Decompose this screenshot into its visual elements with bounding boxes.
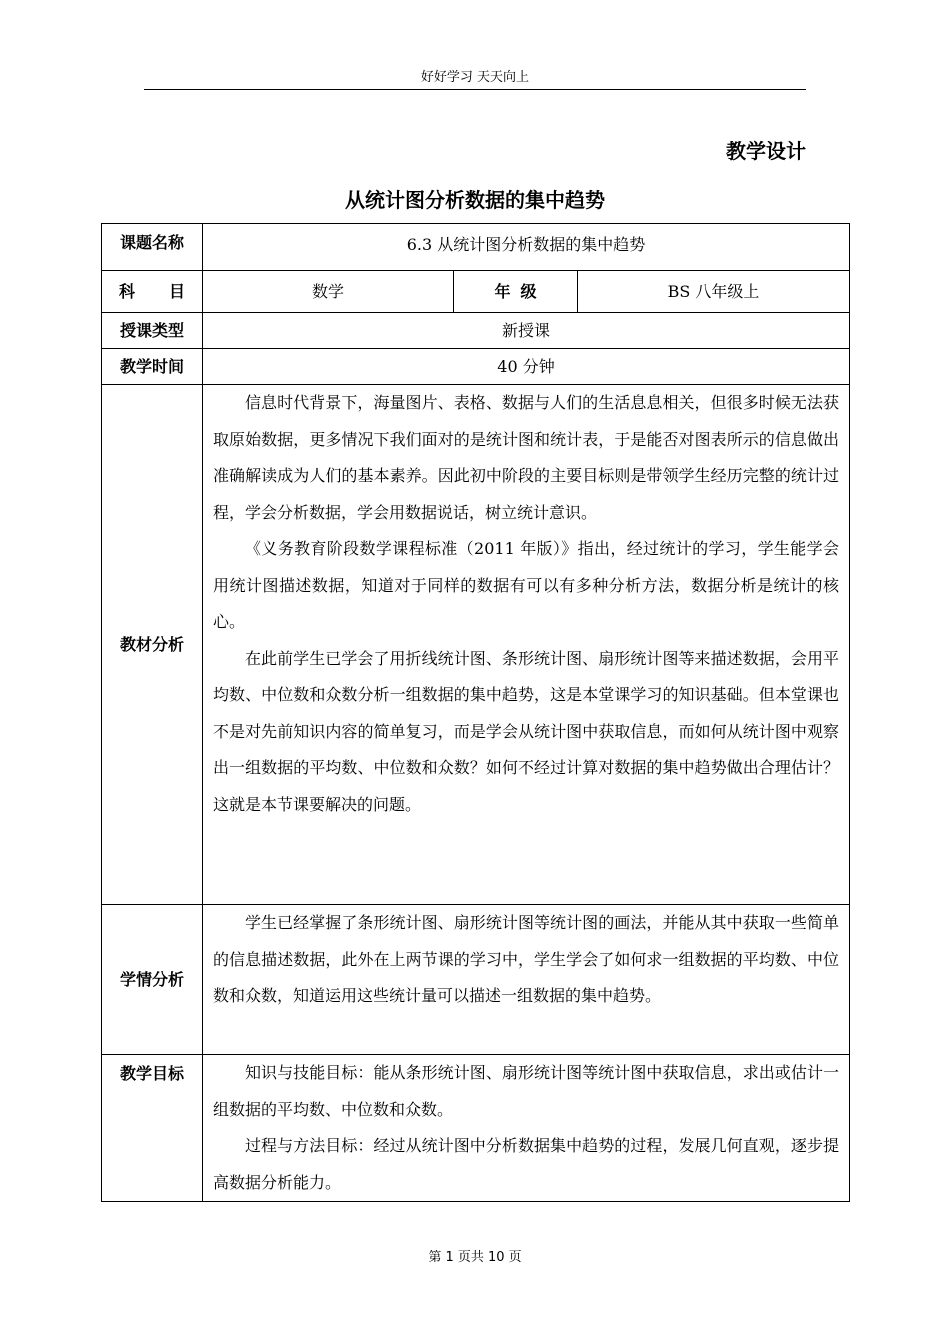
page-header: 好好学习 天天向上 — [420, 70, 530, 85]
value-duration: 40 分钟 — [203, 349, 850, 385]
row-objectives — [102, 1055, 850, 1202]
row-subject-grade — [102, 271, 850, 313]
label-student-analysis: 学情分析 — [102, 905, 203, 1055]
value-subject: 数学 — [203, 271, 454, 313]
material-paragraph: 《义务教育阶段数学课程标准（2011 年版）》指出，经过统计的学习，学生能学会用统计图描述数据，知道对于同样的数据有可以有多种分析方法，数据分析是统计的核心。 — [213, 539, 840, 631]
label-grade: 年级 — [454, 271, 578, 313]
row-lesson-type — [102, 313, 850, 349]
objective-paragraph: 过程与方法目标：经过从统计图中分析数据集中趋势的过程，发展几何直观，逐步提高数据分析能力。 — [213, 1136, 840, 1192]
material-analysis-body — [203, 385, 850, 905]
row-material-analysis — [102, 385, 850, 905]
material-paragraph: 在此前学生已学会了用折线统计图、条形统计图、扇形统计图等来描述数据，会用平均数、中位数和众数分析一组数据的集中趋势，这是本堂课学习的知识基础。但本堂课也不是对先前知识内容的简单复习，而是学会从统计图中获取信息，而如何从统计图中观察出一组数据的平均数、中位数和众数？如何不经过计算对数据的集中趋势做出合理估计？这就是本节课要解决的问题。 — [213, 648, 840, 814]
label-subject: 科目 — [102, 271, 203, 313]
row-topic — [102, 224, 850, 271]
label-lesson-type: 授课类型 — [102, 313, 203, 349]
value-topic: 6.3 从统计图分析数据的集中趋势 — [203, 224, 850, 271]
document-title: 从统计图分析数据的集中趋势 — [345, 188, 605, 212]
lesson-plan-table — [101, 223, 850, 1202]
header-divider — [144, 89, 806, 90]
row-duration — [102, 349, 850, 385]
material-paragraph: 信息时代背景下，海量图片、表格、数据与人们的生活息息相关，但很多时候无法获取原始数据，更多情况下我们面对的是统计图和统计表，于是能否对图表所示的信息做出准确解读成为人们的基本素养。因此初中阶段的主要目标则是带领学生经历完整的统计过程，学会分析数据，学会用数据说话，树立统计意识。 — [213, 393, 840, 522]
value-grade: BS 八年级上 — [578, 271, 850, 313]
document-type-heading: 教学设计 — [726, 139, 806, 163]
student-paragraph: 学生已经掌握了条形统计图、扇形统计图等统计图的画法，并能从其中获取一些简单的信息描述数据，此外在上两节课的学习中，学生学会了如何求一组数据的平均数、中位数和众数，知道运用这些统计量可以描述一组数据的集中趋势。 — [213, 913, 840, 1005]
label-material-analysis: 教材分析 — [102, 385, 203, 905]
label-objectives: 教学目标 — [102, 1055, 203, 1202]
label-topic: 课题名称 — [102, 224, 203, 271]
value-lesson-type: 新授课 — [203, 313, 850, 349]
objectives-body — [203, 1055, 850, 1202]
objective-paragraph: 知识与技能目标：能从条形统计图、扇形统计图等统计图中获取信息，求出或估计一组数据的平均数、中位数和众数。 — [213, 1063, 840, 1119]
page-footer: 第 1 页共 10 页 — [428, 1250, 522, 1265]
label-duration: 教学时间 — [102, 349, 203, 385]
student-analysis-body — [203, 905, 850, 1055]
row-student-analysis — [102, 905, 850, 1055]
